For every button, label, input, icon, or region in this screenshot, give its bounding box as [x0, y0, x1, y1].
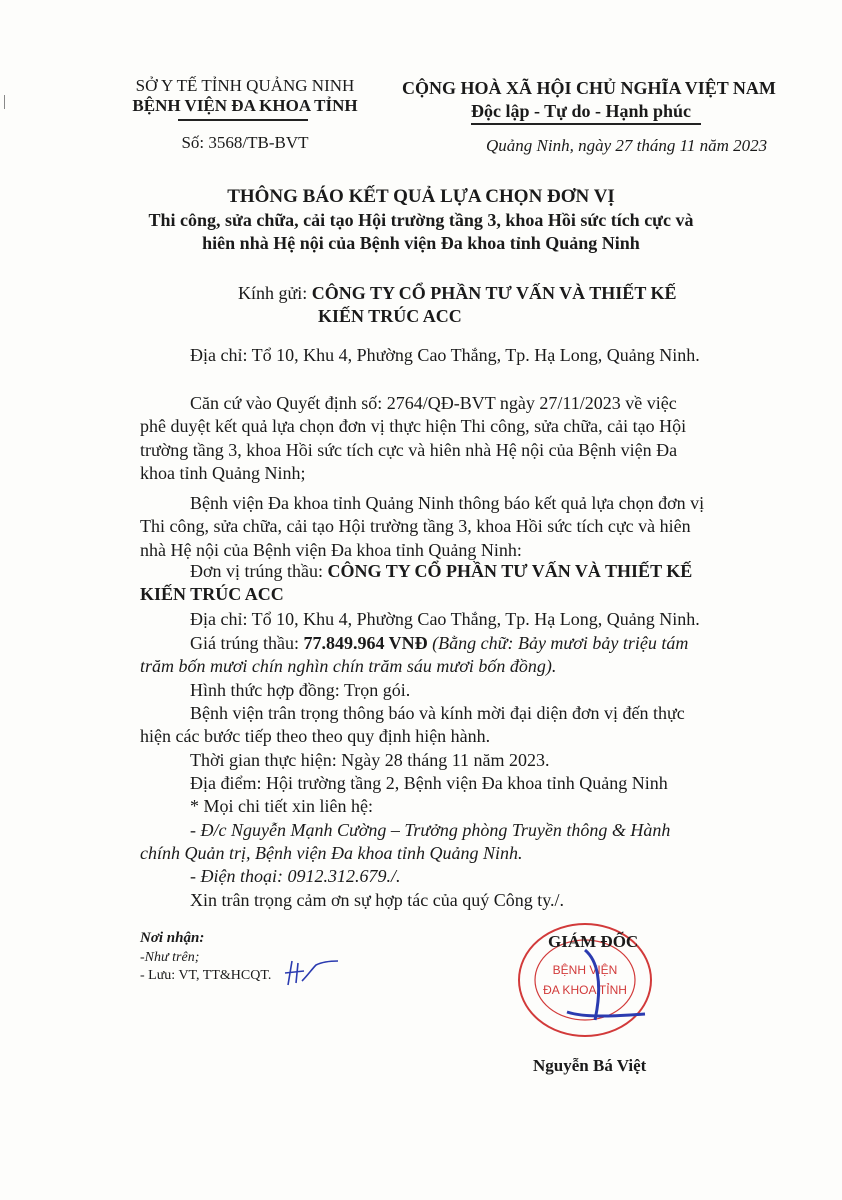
contact-person: - Đ/c Nguyễn Mạnh Cường – Trưởng phòng Truyền thông & Hành — [190, 820, 671, 840]
recipient-label: Kính gửi: — [238, 283, 312, 303]
margin-mark — [4, 95, 5, 109]
price-line1 — [190, 633, 688, 654]
notice-title: THÔNG BÁO KẾT QUẢ LỰA CHỌN ĐƠN VỊ — [227, 186, 615, 207]
execution-location: Địa điểm: Hội trường tầng 2, Bệnh viện Đa khoa tỉnh Quảng Ninh — [190, 773, 668, 793]
winner-label: Đơn vị trúng thầu: — [190, 561, 328, 581]
winner-line1 — [190, 561, 692, 582]
price-words: (Bằng chữ: Bảy mươi bảy triệu tám — [432, 633, 689, 653]
org-ministry: SỞ Y TẾ TỈNH QUẢNG NINH — [135, 76, 355, 95]
recipient-item-1: -Như trên; — [140, 950, 200, 965]
winner-name: CÔNG TY CỔ PHẦN TƯ VẤN VÀ THIẾT KẾ — [327, 561, 693, 581]
price-value: 77.849.964 VNĐ — [303, 633, 428, 653]
signer-title: GIÁM ĐỐC — [548, 932, 639, 951]
signer-name: Nguyễn Bá Việt — [533, 1056, 647, 1075]
price-words-cont: trăm bốn mươi chín nghìn chín trăm sáu mươi bốn đồng). — [140, 656, 557, 676]
nation-motto: Độc lập - Tự do - Hạnh phúc — [471, 101, 692, 121]
recipient-name-cont: KIẾN TRÚC ACC — [318, 306, 462, 326]
price-label: Giá trúng thầu: — [190, 633, 304, 653]
recipient-address: Địa chỉ: Tổ 10, Khu 4, Phường Cao Thắng, Tp. Hạ Long, Quảng Ninh. — [190, 345, 700, 365]
document-number: Số: 3568/TB-BVT — [181, 133, 309, 152]
recipient-name: CÔNG TY CỔ PHẦN TƯ VẤN VÀ THIẾT KẾ — [311, 283, 677, 303]
execution-time: Thời gian thực hiện: Ngày 28 tháng 11 năm 2023. — [190, 750, 550, 770]
seal-text-line2: ĐA KHOA TỈNH — [543, 983, 627, 997]
basis-line2: phê duyệt kết quả lựa chọn đơn vị thực hiện Thi công, sửa chữa, cải tạo Hội — [140, 416, 687, 436]
contact-intro: * Mọi chi tiết xin liên hệ: — [190, 796, 373, 816]
motto-underline — [471, 123, 701, 125]
basis-line3: trường tầng 3, khoa Hồi sức tích cực và hiên nhà Hệ nội của Bệnh viện Đa — [140, 440, 678, 460]
contact-person-cont: chính Quản trị, Bệnh viện Đa khoa tỉnh Quảng Ninh. — [140, 843, 523, 863]
winner-address: Địa chỉ: Tổ 10, Khu 4, Phường Cao Thắng, Tp. Hạ Long, Quảng Ninh. — [190, 609, 700, 629]
notice-subject-line1: Thi công, sửa chữa, cải tạo Hội trường tầng 3, khoa Hồi sức tích cực và — [148, 210, 694, 230]
nation-title: CỘNG HOÀ XÃ HỘI CHỦ NGHĨA VIỆT NAM — [402, 78, 776, 98]
contact-phone: - Điện thoại: 0912.312.679./. — [190, 866, 401, 886]
winner-name-cont: KIẾN TRÚC ACC — [140, 584, 284, 604]
announce-line3: nhà Hệ nội của Bệnh viện Đa khoa tỉnh Quảng Ninh: — [140, 540, 522, 560]
recipients-title: Nơi nhận: — [140, 930, 205, 946]
notice-subject-line2: hiên nhà Hệ nội của Bệnh viện Đa khoa tỉnh Quảng Ninh — [202, 233, 640, 253]
place-date: Quảng Ninh, ngày 27 tháng 11 năm 2023 — [486, 136, 768, 155]
org-underline — [178, 119, 308, 121]
seal-text-line1: BỆNH VIỆN — [552, 963, 618, 977]
announce-line2: Thi công, sửa chữa, cải tạo Hội trường tầng 3, khoa Hồi sức tích cực và hiên — [140, 516, 691, 536]
thanks-line: Xin trân trọng cảm ơn sự hợp tác của quý Công ty./. — [190, 890, 565, 910]
recipient-line1 — [238, 283, 677, 304]
initials-signature — [282, 955, 342, 991]
announce-line1: Bệnh viện Đa khoa tỉnh Quảng Ninh thông báo kết quả lựa chọn đơn vị — [190, 493, 705, 513]
recipient-item-2: - Lưu: VT, TT&HCQT. — [140, 968, 272, 983]
contract-form: Hình thức hợp đồng: Trọn gói. — [190, 680, 411, 700]
invite-line1: Bệnh viện trân trọng thông báo và kính mời đại diện đơn vị đến thực — [190, 703, 685, 723]
basis-line4: khoa tỉnh Quảng Ninh; — [140, 463, 306, 483]
invite-line2: hiện các bước tiếp theo theo quy định hiện hành. — [140, 726, 491, 746]
basis-line1: Căn cứ vào Quyết định số: 2764/QĐ-BVT ngày 27/11/2023 về việc — [190, 393, 677, 413]
org-hospital: BỆNH VIỆN ĐA KHOA TỈNH — [132, 96, 358, 115]
